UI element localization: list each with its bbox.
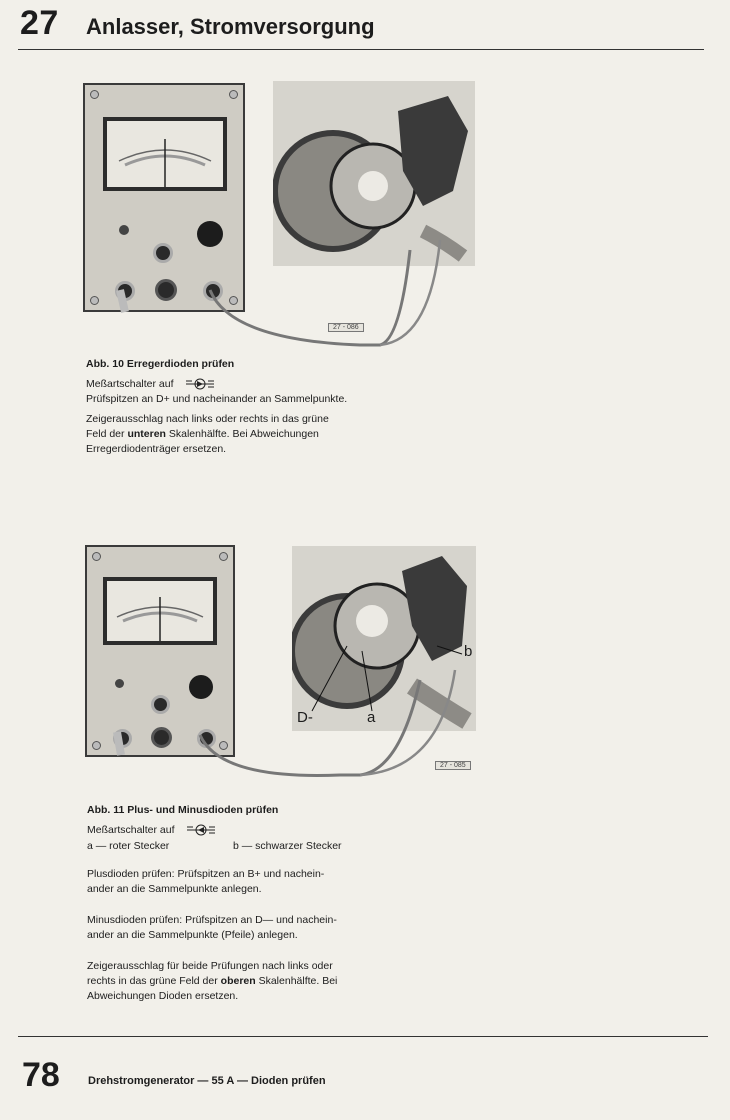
- figure-id-2: 27 - 085: [435, 761, 471, 770]
- legend-a: a — roter Stecker: [87, 840, 170, 852]
- fig10-para-a: Zeigerausschlag nach links oder rechts in das grüne: [86, 413, 329, 425]
- photo-marker-d-minus: D-: [297, 709, 313, 726]
- minus-diodes-1: Minusdioden prüfen: Prüfspitzen an D— und nachein-: [87, 914, 337, 926]
- fig10-para-c: Erregerdiodenträger ersetzen.: [86, 443, 227, 455]
- plus-diodes-2: ander an die Sammelpunkte anlegen.: [87, 883, 262, 895]
- plus-diodes-1: Plusdioden prüfen: Prüfspitzen an B+ und nachein-: [87, 868, 325, 880]
- caption-fig-11: Abb. 11 Plus- und Minusdioden prüfen: [87, 804, 279, 816]
- result-2: rechts in das grüne Feld der oberen Skalenhälfte. Bei: [87, 975, 338, 987]
- footer-title: Drehstromgenerator — 55 A — Dioden prüfen: [88, 1075, 326, 1087]
- test-leads-1: [0, 0, 730, 360]
- legend-b: b — schwarzer Stecker: [233, 840, 342, 852]
- chapter-title: Anlasser, Stromversorgung: [86, 14, 375, 39]
- caption-fig-10: Abb. 10 Erregerdioden prüfen: [86, 358, 235, 370]
- page-number: 78: [22, 1056, 60, 1094]
- diode-symbol-icon: [186, 378, 214, 390]
- fig11-switch-line: Meßartschalter auf: [87, 823, 215, 839]
- result-1: Zeigerausschlag für beide Prüfungen nach links oder: [87, 960, 333, 972]
- result-3: Abweichungen Dioden ersetzen.: [87, 990, 239, 1002]
- test-leads-2: [0, 500, 730, 800]
- fig10-para-b: Feld der unteren Skalenhälfte. Bei Abweichungen: [86, 428, 319, 440]
- diode-symbol-icon: [187, 824, 215, 836]
- figure-id-1: 27 - 086: [328, 323, 364, 332]
- photo-marker-a: a: [367, 709, 376, 726]
- fig10-probe-line: Prüfspitzen an D+ und nacheinander an Sammelpunkte.: [86, 393, 348, 405]
- chapter-number: 27: [20, 4, 59, 42]
- minus-diodes-2: ander an die Sammelpunkte (Pfeile) anlegen.: [87, 929, 298, 941]
- photo-marker-b: b: [464, 643, 473, 660]
- fig10-switch-line: Meßartschalter auf: [86, 377, 214, 393]
- footer-rule: [18, 1036, 708, 1037]
